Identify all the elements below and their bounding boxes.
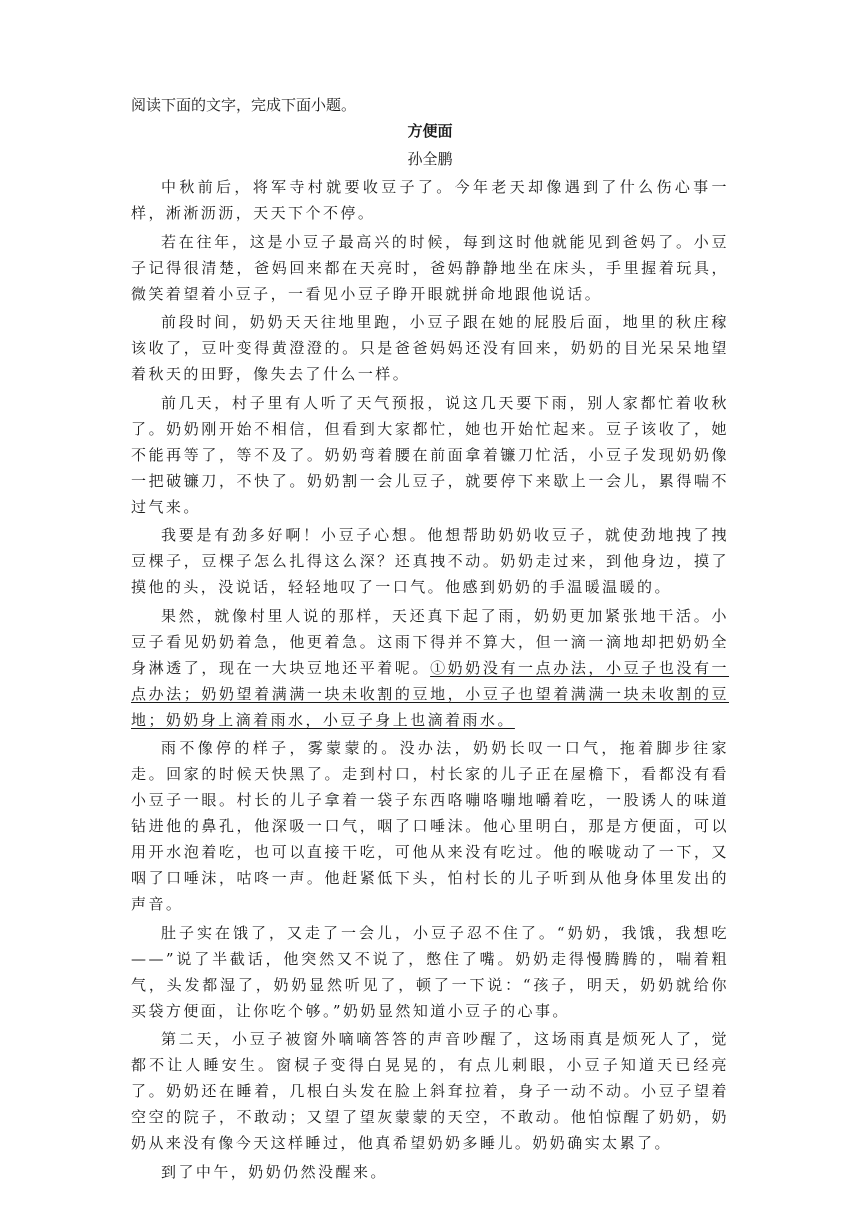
- article-author: 孙全鹏: [407, 150, 453, 168]
- paragraph-9: 第二天，小豆子被窗外嘀嘀答答的声音吵醒了，这场雨真是烦死人了，觉都不让人睡安生。窗棂子变得白晃晃的，有点儿刺眼，小豆子知道天已经亮了。奶奶还在睡着，几根白头发在脸上斜耷拉着，身子一动不动。小豆子望着空空的院子，不敢动；又望了望灰蒙蒙的天空，不敢动。他怕惊醒了奶奶，奶奶从来没有像今天这样睡过，他真希望奶奶多睡儿。奶奶确实太累了。: [131, 1030, 729, 1152]
- paragraph-5: 我要是有劲多好啊！小豆子心想。他想帮助奶奶收豆子，就使劲地拽了拽豆棵子，豆棵子怎么扎得这么深？还真拽不动。奶奶走过来，到他身边，摸了摸他的头，没说话，轻轻地叹了一口气。他感到奶奶的手温暖温暖的。: [131, 526, 729, 596]
- paragraph-2: 若在往年，这是小豆子最高兴的时候，每到这时他就能见到爸妈了。小豆子记得很清楚，爸妈回来都在天亮时，爸妈静静地坐在床头，手里握着玩具，微笑着望着小豆子，一看见小豆子睁开眼就拼命地跟他说话。: [131, 232, 729, 303]
- underlined-sentence-1: ①奶奶没有一点办法，小豆子也没有一点办法；奶奶望着满满一块未收割的豆地，小豆子也望着满满一块未收割的豆地；奶奶身上滴着雨水，小豆子身上也滴着雨水。: [131, 658, 730, 729]
- paragraph-6: [131, 603, 729, 733]
- paragraph-3: 前段时间，奶奶天天往地里跑，小豆子跟在她的屁股后面，地里的秋庄稼该收了，豆叶变得黄澄澄的。只是爸爸妈妈还没有回来，奶奶的目光呆呆地望着秋天的田野，像失去了什么一样。: [131, 313, 729, 383]
- article-title: 方便面: [407, 122, 453, 140]
- paragraph-10: 到了中午，奶奶仍然没醒来。: [161, 1162, 388, 1181]
- paragraph-4: 前几天，村子里有人听了天气预报，说这几天要下雨，别人家都忙着收秋了。奶奶刚开始不相信，但看到大家都忙，她也开始忙起来。豆子该收了，她不能再等了，等不及了。奶奶弯着腰在前面拿着镰刀忙活，小豆子发现奶奶像一把破镰刀，不快了。奶奶割一会儿豆子，就要停下来歇上一会儿，累得喘不过气来。: [131, 393, 729, 516]
- paragraph-6-text: 果然，就像村里人说的那样，天还真下起了雨，奶奶更加紧张地干活。小豆子看见奶奶着急，他更着急。这雨下得并不算大，但一滴一滴地却把奶奶全身淋透了，现在一大块豆地还平着呢。: [131, 606, 729, 677]
- paragraph-8: 肚子实在饿了，又走了一会儿，小豆子忍不住了。“奶奶，我饿，我想吃——”说了半截话，他突然又不说了，憋住了嘴。奶奶走得慢腾腾的，喘着粗气，头发都湿了，奶奶显然听见了，顿了一下说：“孩子，明天，奶奶就给你买袋方便面，让你吃个够。”奶奶显然知道小豆子的心事。: [131, 923, 729, 1020]
- question-instruction: 阅读下面的文字，完成下面小题。: [131, 96, 357, 114]
- paragraph-1: 中秋前后，将军寺村就要收豆子了。今年老天却像遇到了什么伤心事一样，淅淅沥沥，天天下个不停。: [131, 178, 729, 222]
- paragraph-7: 雨不像停的样子，雾蒙蒙的。没办法，奶奶长叹一口气，拖着脚步往家走。回家的时候天快黑了。走到村口，村长家的儿子正在屋檐下，看都没有看小豆子一眼。村长的儿子拿着一袋子东西咯嘣咯嘣地嚼着吃，一股诱人的味道钻进他的鼻孔，他深吸一口气，咽了口唾沫。他心里明白，那是方便面，可以用开水泡着吃，也可以直接干吃，可他从来没有吃过。他的喉咙动了一下，又咽了口唾沫，咕咚一声。他赶紧低下头，怕村长的儿子听到从他身体里发出的声音。: [131, 739, 729, 913]
